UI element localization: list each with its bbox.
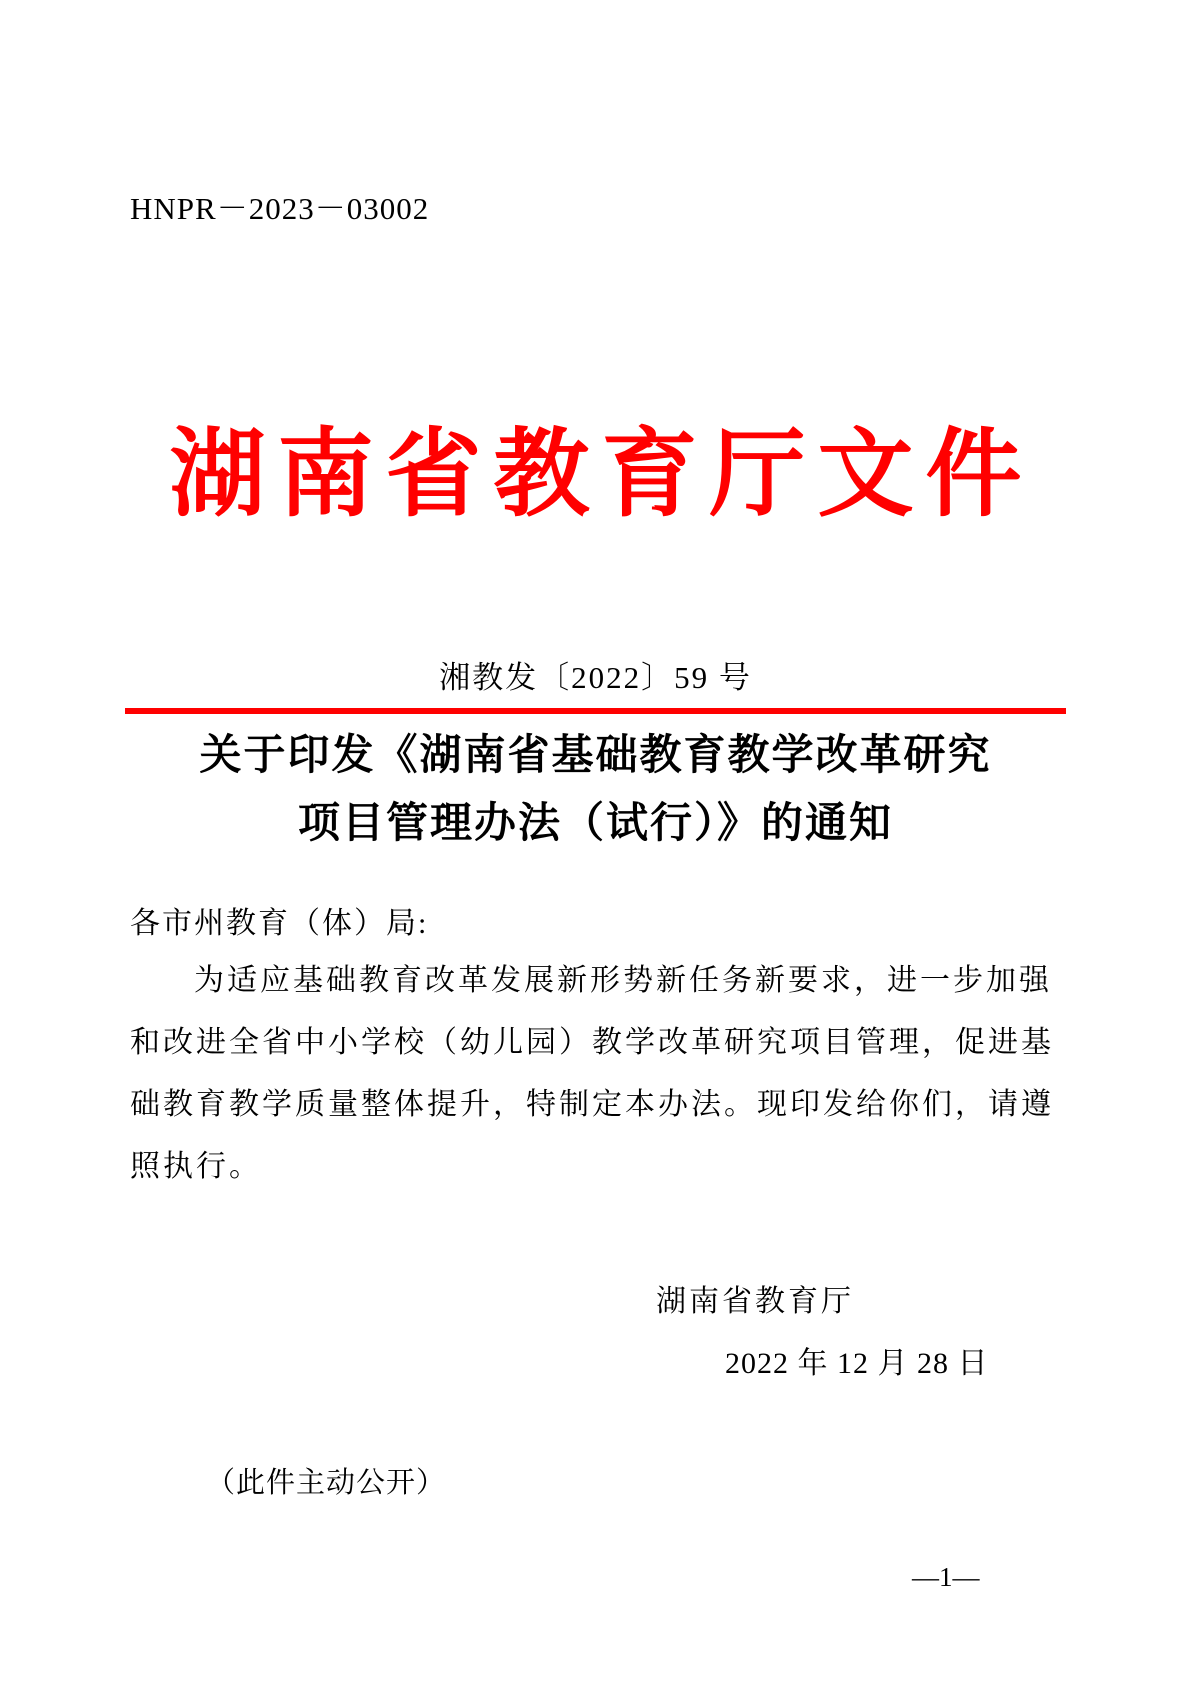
red-separator-rule [125, 708, 1066, 714]
salutation: 各市州教育（体）局: [130, 907, 429, 940]
document-reference-code: HNPR－2023－03002 [130, 191, 430, 226]
document-title [0, 722, 1191, 858]
signature-organization: 湖南省教育厅 [656, 1285, 854, 1318]
body-paragraph [130, 950, 1063, 1198]
disclosure-note: （此件主动公开） [206, 1467, 447, 1499]
page-number: —1— [912, 1562, 980, 1592]
document-title-line1: 关于印发《湖南省基础教育教学改革研究 [199, 733, 992, 779]
body-line: 和改进全省中小学校（幼儿园）教学改革研究项目管理，促进基 [130, 1026, 1054, 1059]
signature-date: 2022 年 12 月 28 日 [725, 1347, 989, 1380]
issue-number: 湘教发〔2022〕59 号 [439, 660, 752, 695]
body-line: 为适应基础教育改革发展新形势新任务新要求，进一步加强 [194, 964, 1052, 997]
body-line: 照执行。 [130, 1150, 262, 1183]
body-line: 础教育教学质量整体提升，特制定本办法。现印发给你们，请遵 [130, 1088, 1054, 1121]
letterhead-title: 湖南省教育厅文件 [169, 421, 1034, 528]
document-title-line2: 项目管理办法（试行）》的通知 [297, 801, 893, 847]
